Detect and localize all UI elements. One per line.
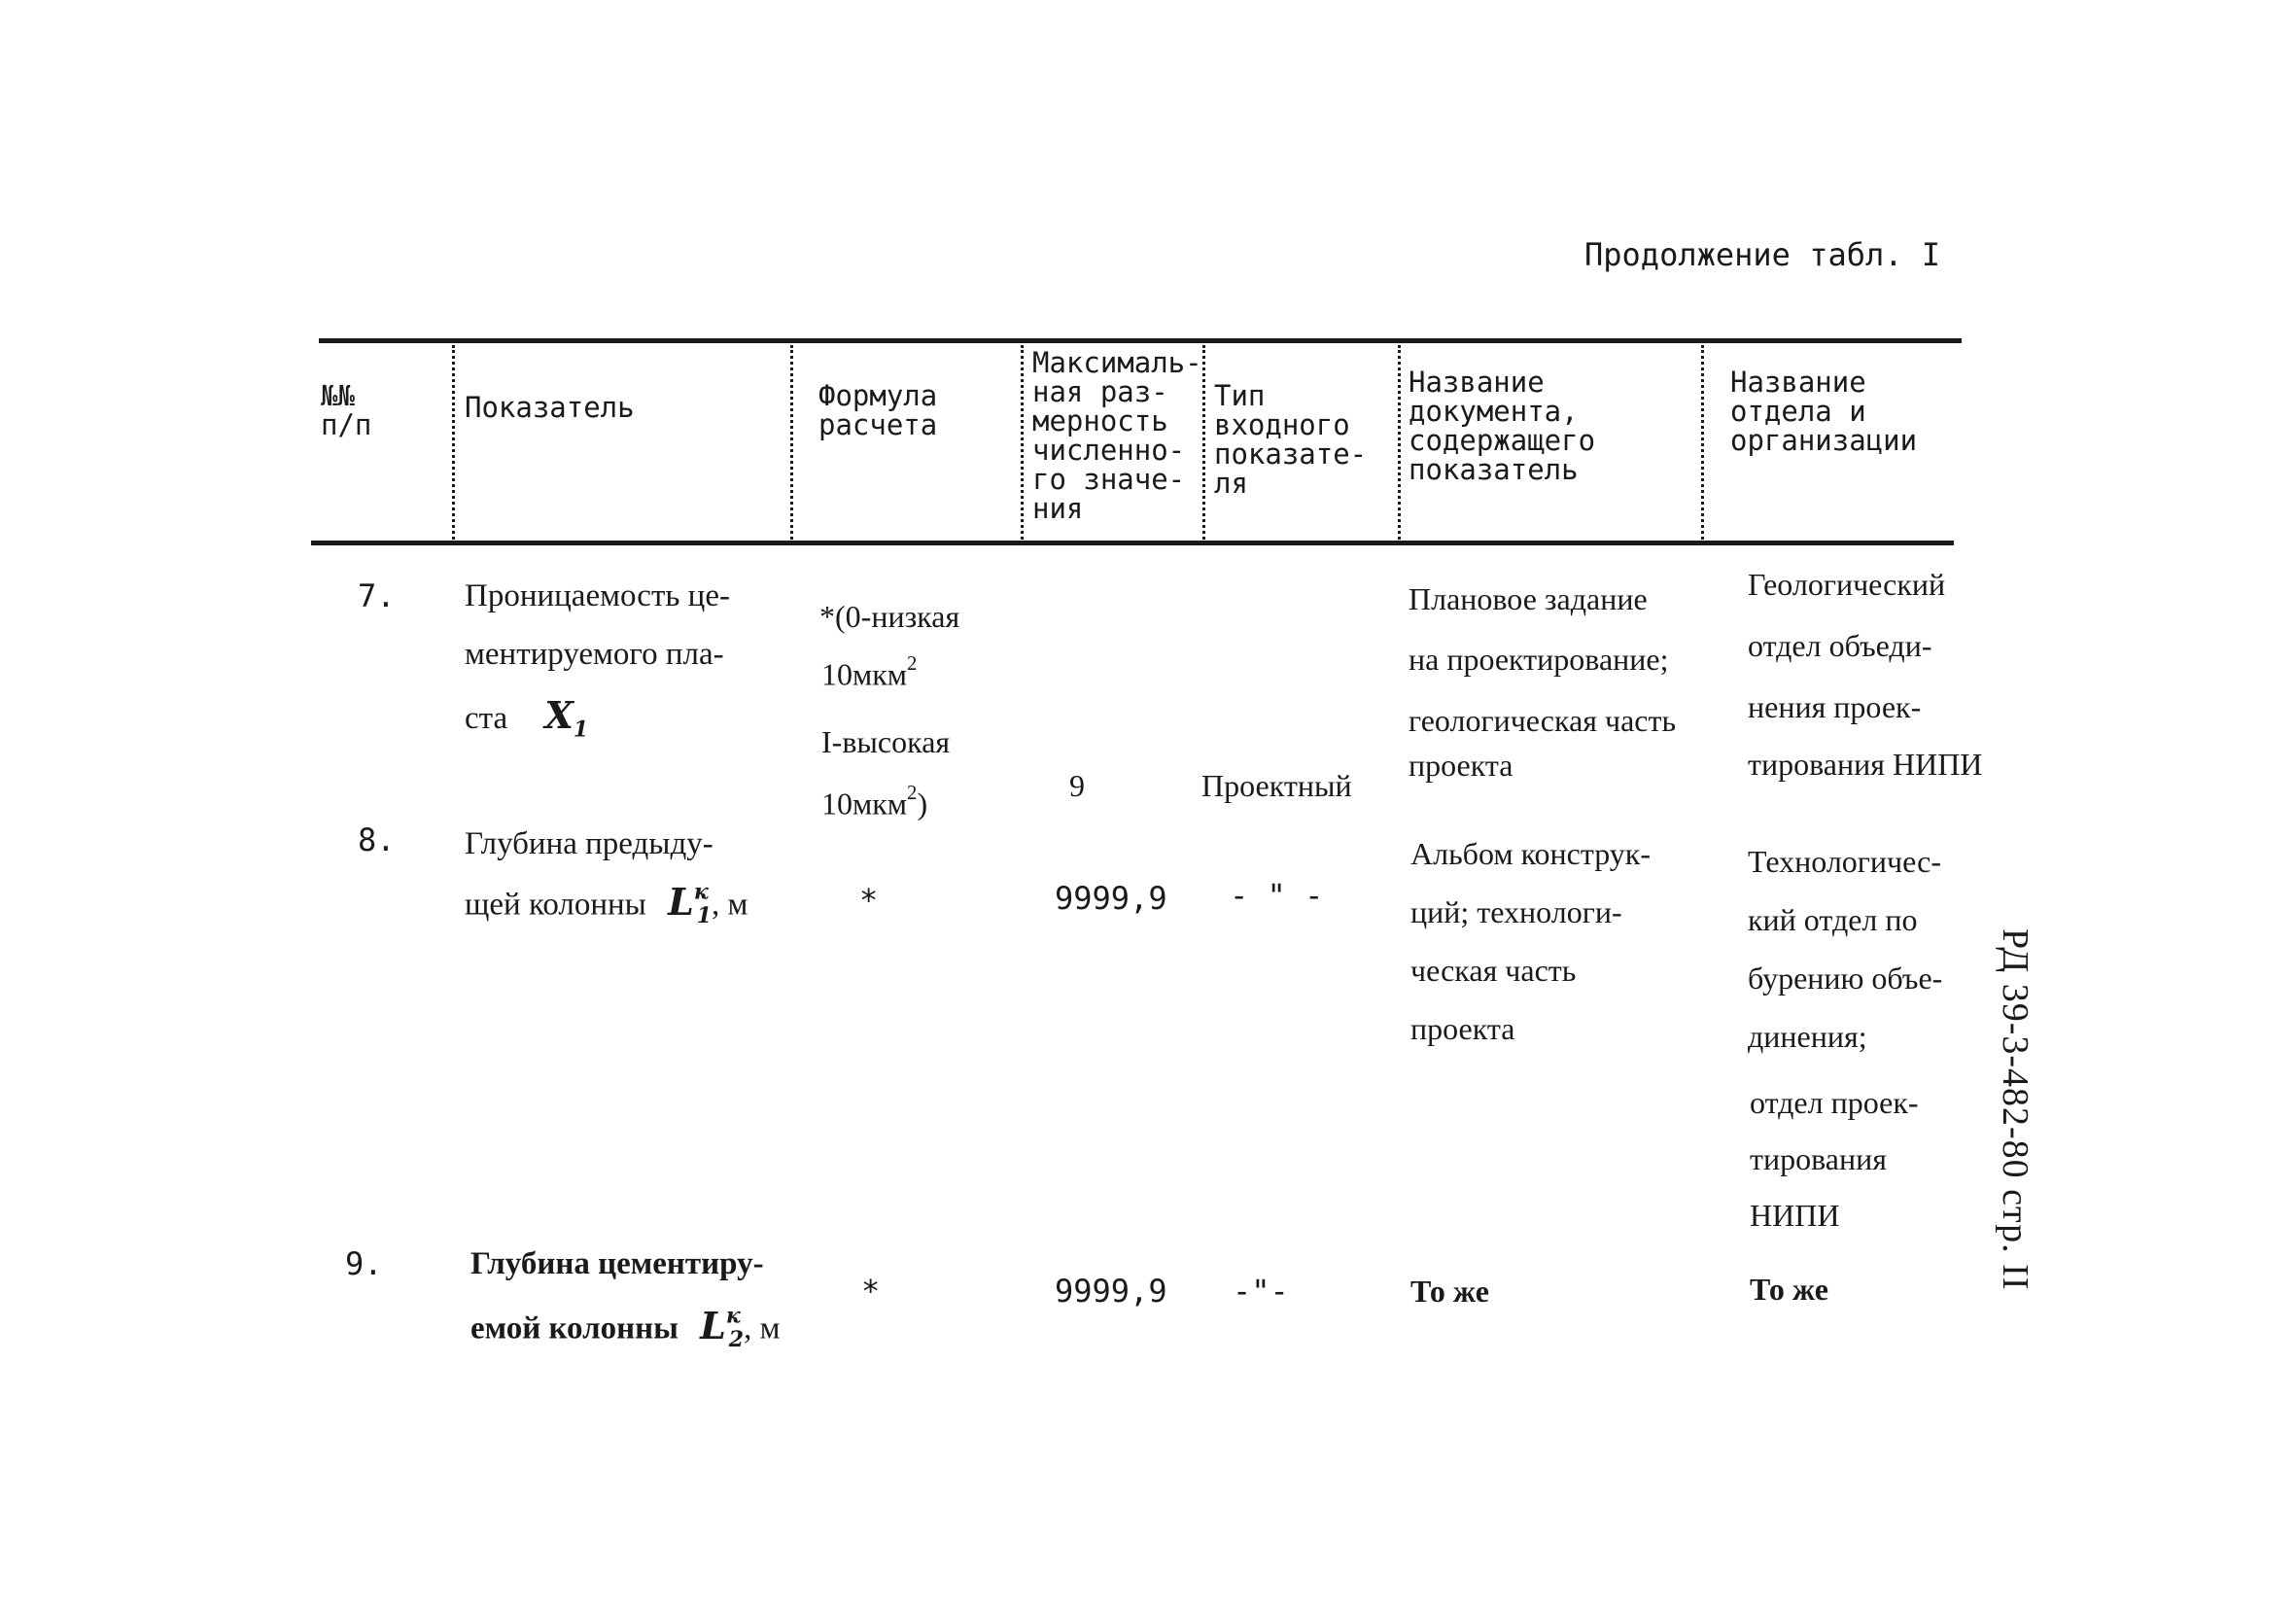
- column-separator: [1021, 345, 1024, 540]
- row-7-department-line: Геологический: [1748, 567, 1946, 602]
- row-8-department-line: бурению объе-: [1748, 961, 1943, 996]
- row-7-document-line: проекта: [1409, 748, 1513, 783]
- row-8-indicator-line: Глубина предыду-: [465, 826, 713, 861]
- row-8-indicator-unit: , м: [712, 887, 748, 923]
- row-7-formula-line: [821, 784, 927, 820]
- variable-subscript: 1: [696, 903, 713, 929]
- document-code-side-label: РД 39-3-482-80 стр. II: [1995, 928, 2035, 1291]
- row-9-formula: *: [861, 1273, 881, 1310]
- variable-superscript: к: [725, 1303, 741, 1328]
- row-7-document-line: Плановое задание: [1409, 581, 1648, 616]
- variable-symbol: L: [700, 1303, 726, 1347]
- row-9-max-dimension: 9999,9: [1055, 1273, 1167, 1310]
- row-7-max-dimension: 9: [1069, 768, 1085, 803]
- row-8-department-line: тирования: [1750, 1141, 1887, 1176]
- variable-subscript: 2: [728, 1327, 745, 1353]
- row-8-indicator-line: [465, 879, 748, 929]
- formula-unit-exponent: 2: [907, 652, 918, 675]
- row-7-indicator-variable: [544, 693, 589, 743]
- header-input-type: Тип входного показате- ля: [1214, 379, 1368, 500]
- table-header-bottom-rule: [311, 541, 1954, 545]
- row-7-department-line: отдел объеди-: [1748, 628, 1932, 663]
- row-7-indicator-line: ментируемого пла-: [465, 637, 724, 672]
- row-8-department-line: отдел проек-: [1750, 1085, 1919, 1120]
- row-8-document-line: ческая часть: [1410, 953, 1577, 988]
- row-7-department-line: тирования НИПИ: [1748, 747, 1983, 782]
- row-7-formula-line: *(0-низкая: [819, 599, 960, 634]
- row-9-indicator-variable: [700, 1303, 745, 1353]
- column-separator: [1701, 345, 1704, 540]
- formula-close-paren: ): [917, 786, 928, 821]
- row-8-document-line: проекта: [1410, 1011, 1515, 1046]
- row-9-indicator-line: [470, 1303, 781, 1353]
- header-formula: Формула расчета: [818, 379, 938, 441]
- row-9-input-type: -"-: [1233, 1273, 1289, 1310]
- row-8-indicator-variable: [668, 879, 713, 929]
- row-8-document-line: Альбом конструк-: [1410, 836, 1651, 871]
- row-7-input-type: Проектный: [1201, 768, 1352, 803]
- formula-unit: 10мкм: [821, 656, 908, 692]
- row-7-indicator-line: [465, 693, 589, 743]
- row-8-department-line: кий отдел по: [1748, 902, 1918, 937]
- row-8-department-line: Технологичес-: [1748, 844, 1941, 879]
- row-8-department-line: динения;: [1748, 1019, 1867, 1054]
- column-separator: [1202, 345, 1205, 540]
- row-8-document-line: ций; технологи-: [1410, 894, 1622, 929]
- row-7-department-line: нения проек-: [1748, 689, 1922, 724]
- header-max-dimension: Максималь- ная раз- мерность численно- го значе- ния: [1032, 346, 1202, 525]
- row-9-indicator-text: емой колонны: [470, 1311, 678, 1346]
- column-separator: [452, 345, 455, 540]
- table-top-rule: [319, 338, 1962, 343]
- row-8-input-type: - " -: [1230, 877, 1324, 914]
- row-7-document-line: на проектирование;: [1409, 642, 1669, 677]
- row-8-max-dimension: 9999,9: [1055, 880, 1167, 917]
- continuation-title: Продолжение табл. I: [1584, 236, 1941, 273]
- row-8-formula: *: [859, 882, 879, 919]
- formula-unit-exponent: 2: [907, 782, 918, 804]
- row-8-department-line: НИПИ: [1750, 1198, 1840, 1233]
- row-7-number: 7.: [358, 577, 396, 614]
- header-num: №№ п/п: [321, 379, 372, 441]
- row-9-document: То же: [1410, 1274, 1489, 1309]
- header-document-name: Название документа, содержащего показатель: [1409, 366, 1596, 486]
- row-8-indicator-text: щей колонны: [465, 887, 646, 923]
- column-separator: [1398, 345, 1401, 540]
- variable-subscript: 1: [573, 717, 589, 743]
- column-separator: [790, 345, 793, 540]
- row-7-formula-line: [821, 654, 917, 690]
- header-indicator: Показатель: [465, 391, 635, 424]
- variable-superscript: к: [693, 879, 709, 904]
- row-7-indicator-text: ста: [465, 701, 508, 736]
- row-9-indicator-line: Глубина цементиру-: [470, 1246, 764, 1281]
- row-9-indicator-unit: , м: [744, 1311, 781, 1346]
- variable-symbol: L: [668, 879, 694, 924]
- row-7-document-line: геологическая часть: [1409, 703, 1677, 738]
- formula-unit: 10мкм: [821, 786, 908, 821]
- header-department-name: Название отдела и организации: [1730, 366, 1918, 457]
- row-7-indicator-line: Проницаемость це-: [465, 578, 730, 613]
- variable-symbol: X: [544, 693, 574, 737]
- row-7-formula-line: I-высокая: [821, 724, 951, 759]
- row-9-number: 9.: [345, 1245, 383, 1282]
- row-8-number: 8.: [358, 821, 396, 858]
- row-9-department: То же: [1750, 1272, 1828, 1307]
